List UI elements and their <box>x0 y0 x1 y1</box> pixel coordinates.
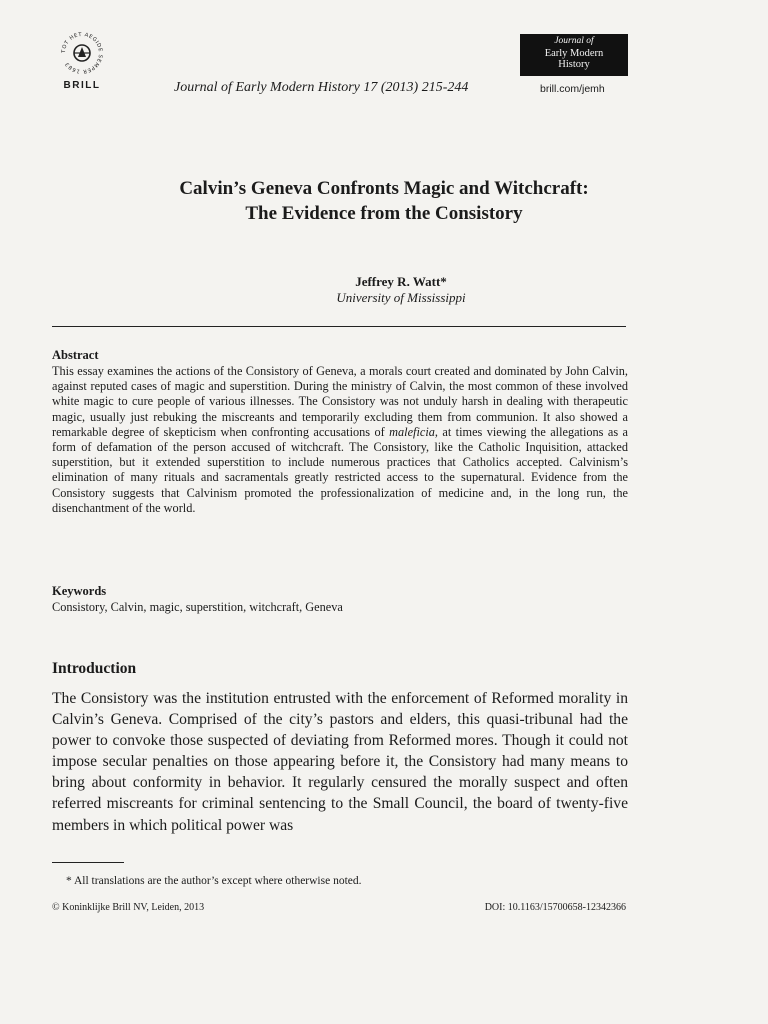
journal-badge-line2: Early Modern <box>544 47 604 59</box>
introduction-text: The Consistory was the institution entrusted with the enforcement of Reformed morality in Calvin’s Geneva. Comprised of the city’s pastors and elders, this quasi-tribunal had the power to convoke those suspected of deviating from Reformed mores. Though it could not impose secular penalties on those appearing before it, the Consistory had many means to bring about conformity in behavior. It regularly censured the morally suspect and often referred miscreants for criminal sentencing to the Small Council, the board of twenty-five members in which political power was <box>52 690 628 834</box>
abstract-text-italic: maleficia <box>389 424 435 439</box>
journal-badge <box>520 34 628 76</box>
keywords-heading: Keywords <box>52 584 107 598</box>
keywords-text: Consistory, Calvin, magic, superstition, witchcraft, Geneva <box>52 600 343 614</box>
article-title <box>40 176 728 226</box>
publisher-seal-icon <box>59 30 105 76</box>
footnote: * All translations are the author’s except where otherwise noted. <box>66 875 362 887</box>
brill-logo <box>52 30 112 91</box>
journal-url: brill.com/jemh <box>540 83 605 95</box>
article-title-line2: The Evidence from the Consistory <box>245 203 523 224</box>
footnote-divider <box>52 862 124 863</box>
abstract-heading: Abstract <box>52 348 99 362</box>
author-affiliation: University of Mississippi <box>336 290 466 305</box>
copyright-notice: © Koninklijke Brill NV, Leiden, 2013 <box>52 902 205 913</box>
header-divider <box>52 326 626 327</box>
article-title-line1: Calvin’s Geneva Confronts Magic and Witchcraft: <box>179 178 589 199</box>
publisher-name: BRILL <box>63 80 101 91</box>
abstract-text-part1: This essay examines the actions of the Consistory of Geneva, a morals court created and dominated by John Calvin, against reputed cases of magic and superstition. During the ministry of Calvin, the most common of these involved white magic to cure people of various illnesses. The Consistory was not unduly harsh in dealing with therapeutic magic, usually just rebuking the miscreants and temporarily excluding them from communion. It also showed a remarkable degree of skepticism when confronting accusations of <box>52 364 628 439</box>
journal-citation: Journal of Early Modern History 17 (2013) 215-244 <box>174 80 469 95</box>
journal-badge-line3: History <box>558 59 590 70</box>
seal-ring-text: TOT HET AEGIDE SEMPER 1683 <box>60 31 104 75</box>
journal-badge-line1: Journal of <box>554 36 594 46</box>
abstract-text-part2: , at times viewing the allegations as a form of defamation of the person accused of witchcraft. The Consistory, like the Catholic Inquisition, attacked superstition, but it extended superstition to include numerous practices that Catholics accepted. Calvinism’s elimination of many rituals and sacramentals greatly restricted access to the supernatural. Evidence from the Consistory suggests that Calvinism promoted the professionalization of medicine and, in the long run, the disenchantment of the world. <box>52 424 628 515</box>
introduction-heading: Introduction <box>52 660 137 677</box>
abstract-text <box>52 364 628 516</box>
doi: DOI: 10.1163/15700658-12342366 <box>484 902 626 913</box>
author-name: Jeffrey R. Watt* <box>355 274 447 289</box>
